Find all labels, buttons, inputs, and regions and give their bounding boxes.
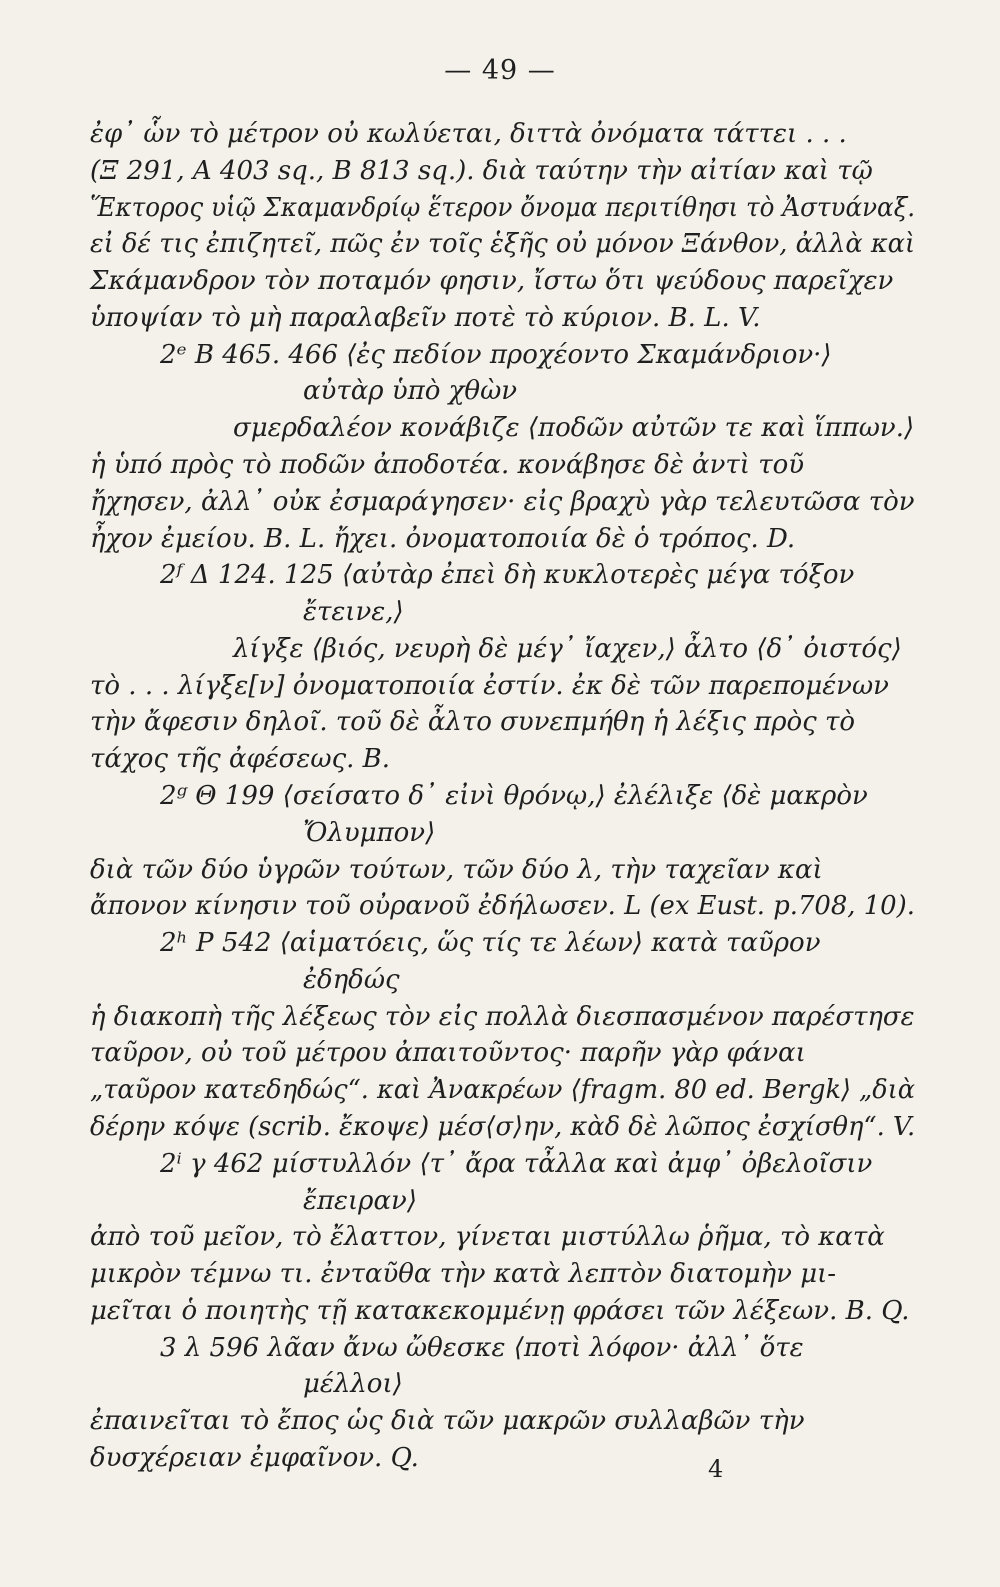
text-line: διὰ τῶν δύο ὑγρῶν τούτων, τῶν δύο λ, τὴν ταχεῖαν καὶ [90, 855, 823, 885]
text-line: τάχος τῆς ἀφέσεως. B. [90, 744, 391, 774]
page-number-header: — 49 — [444, 55, 556, 86]
text-line: „ταῦρον κατεδηδώς“. καὶ Ἀνακρέων ⟨fragm. 80 ed. Bergk⟩ „διὰ [90, 1075, 916, 1105]
text-line: Σκάμανδρον τὸν ποταμόν φησιν, ἴστω ὅτι ψεύδους παρεῖχεν [90, 266, 894, 296]
text-line: ἐπαινεῖται τὸ ἔπος ὡς διὰ τῶν μακρῶν συλλαβῶν τὴν [90, 1406, 805, 1436]
text-line: ἡ διακοπὴ τῆς λέξεως τὸν εἰς πολλὰ διεσπασμένον παρέστησε [90, 1002, 915, 1032]
signature-mark: 4 [708, 1455, 724, 1483]
text-line: ἐδηδώς [303, 965, 400, 995]
text-line: ἡ ὑπό πρὸς τὸ ποδῶν ἀποδοτέα. κονάβησε δὲ ἀντὶ τοῦ [90, 450, 805, 480]
text-line: δέρην κόψε (scrib. ἔκοψε) μέσ⟨σ⟩ην, κὰδ δὲ λῶπος ἐσχίσθη“. V. [90, 1112, 916, 1142]
text-line: 2ⁱ γ 462 μίστυλλόν ⟨τ᾽ ἄρα τἆλλα καὶ ἀμφ᾽ ὀβελοῖσιν [160, 1149, 873, 1179]
text-line: 3 λ 596 λᾶαν ἄνω ὤθεσκε ⟨ποτὶ λόφον· ἀλλ᾽ ὅτε [160, 1333, 804, 1363]
text-line: εἰ δέ τις ἐπιζητεῖ, πῶς ἐν τοῖς ἑξῆς οὐ μόνον Ξάνθον, ἀλλὰ καὶ [90, 229, 916, 259]
text-line: 2ᶠ Δ 124. 125 ⟨αὐτὰρ ἐπεὶ δὴ κυκλοτερὲς μέγα τόξον [160, 560, 855, 590]
text-line: δυσχέρειαν ἐμφαῖνον. Q. [90, 1443, 419, 1473]
text-line: ἐφ᾽ ὧν τὸ μέτρον οὐ κωλύεται, διττὰ ὀνόματα τάττει . . . [90, 119, 847, 149]
text-line: (Ξ 291, Α 403 sq., Β 813 sq.). διὰ ταύτην τὴν αἰτίαν καὶ τῷ [90, 156, 873, 186]
text-line: ἀπὸ τοῦ μεῖον, τὸ ἔλαττον, γίνεται μιστύλλω ῥῆμα, τὸ κατὰ [90, 1222, 885, 1252]
text-line: αὐτὰρ ὑπὸ χθὼν [303, 376, 518, 406]
text-line: Ἕκτορος υἱῷ Σκαμανδρίῳ ἕτερον ὄνομα περιτίθησι τὸ Ἀστυάναξ. [90, 193, 916, 223]
text-line: Ὄλυμπον⟩ [303, 818, 436, 848]
text-line: 2ᵍ Θ 199 ⟨σείσατο δ᾽ εἰνὶ θρόνῳ,⟩ ἐλέλιξε ⟨δὲ μακρὸν [160, 781, 868, 811]
text-line: ταῦρον, οὐ τοῦ μέτρου ἀπαιτοῦντος· παρῆν γὰρ φάναι [90, 1038, 806, 1068]
text-line: ἔτεινε,⟩ [303, 597, 404, 627]
text-line: μικρὸν τέμνω τι. ἐνταῦθα τὴν κατὰ λεπτὸν διατομὴν μι- [90, 1259, 837, 1289]
text-line: μέλλοι⟩ [303, 1369, 403, 1399]
text-line: τὸ . . . λίγξε[ν] ὀνοματοποιία ἐστίν. ἐκ δὲ τῶν παρεπομένων [90, 671, 889, 701]
text-line: σμερδαλέον κονάβιζε ⟨ποδῶν αὐτῶν τε καὶ ἵππων.⟩ [233, 413, 915, 443]
text-line: λίγξε ⟨βιός, νευρὴ δὲ μέγ᾽ ἴαχεν,⟩ ἆλτο ⟨δ᾽ ὀιστός⟩ [233, 634, 902, 664]
text-line: 2ʰ Ρ 542 ⟨αἱματόεις, ὥς τίς τε λέων⟩ κατὰ ταῦρον [160, 928, 821, 958]
text-line: ἦχον ἐμείου. B. L. ἤχει. ὀνοματοποιία δὲ ὁ τρόπος. D. [90, 524, 796, 554]
text-line: 2ᵉ Β 465. 466 ⟨ἐς πεδίον προχέοντο Σκαμάνδριον·⟩ [160, 340, 832, 370]
text-line: ἄπονον κίνησιν τοῦ οὐρανοῦ ἐδήλωσεν. L (ex Eust. p.708, 10). [90, 891, 915, 921]
text-line: τὴν ἄφεσιν δηλοῖ. τοῦ δὲ ἆλτο συνεπμήθη ἡ λέξις πρὸς τὸ [90, 707, 856, 737]
text-line: μεῖται ὁ ποιητὴς τῇ κατακεκομμένῃ φράσει τῶν λέξεων. B. Q. [90, 1296, 910, 1326]
text-line: ἔπειραν⟩ [303, 1186, 417, 1216]
text-line: ἤχησεν, ἀλλ᾽ οὐκ ἐσμαράγησεν· εἰς βραχὺ γὰρ τελευτῶσα τὸν [90, 487, 915, 517]
text-line: ὑποψίαν τὸ μὴ παραλαβεῖν ποτὲ τὸ κύριον. B. L. V. [90, 303, 761, 333]
